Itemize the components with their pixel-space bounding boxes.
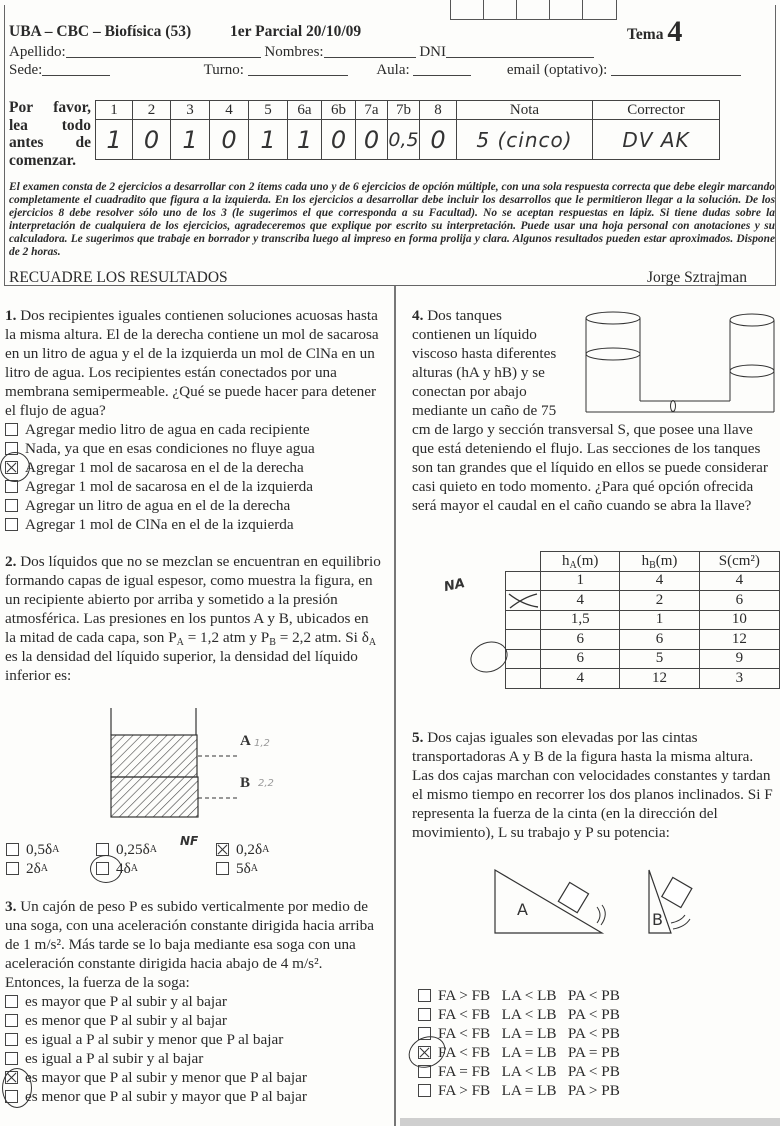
- q1-text: [5, 306, 383, 420]
- option-label: FA < FB LA = LB PA < PB: [438, 1025, 620, 1042]
- email-field[interactable]: [611, 62, 741, 76]
- grade-header: 2: [133, 101, 171, 120]
- q2-number: 2.: [5, 553, 17, 570]
- question-2: [5, 552, 383, 685]
- q5-options: [418, 986, 780, 1100]
- option-label: es menor que P al subir y mayor que P al bajar: [25, 1088, 307, 1105]
- nombres-field[interactable]: [324, 44, 416, 58]
- grade-header: Corrector: [593, 101, 720, 120]
- option-label: es mayor que P al subir y al bajar: [25, 993, 227, 1010]
- q1-option[interactable]: [5, 477, 383, 496]
- apellido-label: Apellido:: [9, 44, 66, 60]
- col-header-s: S(cm²): [699, 552, 779, 572]
- q3-answer-circle: [2, 1068, 32, 1108]
- q1-option[interactable]: [5, 458, 383, 477]
- option-label: Agregar medio litro de agua en cada recipiente: [25, 421, 310, 438]
- checkbox[interactable]: [5, 1014, 18, 1027]
- grade-header: 8: [420, 101, 457, 120]
- option-label: FA = FB LA < LB PA < PB: [438, 1063, 620, 1080]
- q3-text: [5, 897, 383, 992]
- grade-value: 0: [210, 120, 249, 160]
- q3-option[interactable]: [5, 1030, 383, 1049]
- q5-option[interactable]: [418, 1062, 780, 1081]
- aula-field[interactable]: [413, 62, 471, 76]
- q4-tanks-figure: [585, 308, 780, 418]
- q5-option[interactable]: [418, 1043, 780, 1062]
- q2-option[interactable]: 5δ A: [216, 859, 326, 878]
- q1-number: 1.: [5, 307, 17, 324]
- option-label: Agregar 1 mol de ClNa en el de la izquierda: [25, 516, 294, 533]
- option-label: es igual a P al subir y menor que P al bajar: [25, 1031, 284, 1048]
- q5-number: 5.: [412, 729, 424, 746]
- dni-label: DNI: [419, 44, 447, 60]
- option-label: 0,5δ: [26, 841, 53, 858]
- q3-option[interactable]: [5, 1049, 383, 1068]
- q5-text: [412, 728, 777, 842]
- q4-number: 4.: [412, 307, 424, 324]
- q2-body-3: es la densidad del líquido superior, la densidad del líquido inferior es:: [5, 648, 358, 684]
- grade-value: 1: [171, 120, 210, 160]
- q5-body: Dos cajas iguales son elevadas por las cintas transportadoras A y B de la figura hasta la misma altura. Las dos cajas marchan con velocidades constantes y tardan el mismo tiempo en recorrer los dos planos inclinados. Si F representa la fuerza de la cinta (en la dirección del movimiento), L su trabajo y P su potencia:: [412, 729, 773, 841]
- grade-header: 6a: [288, 101, 322, 120]
- grade-header-row: [96, 101, 720, 120]
- final-grade: 5 (cinco): [457, 120, 593, 160]
- corrector-initials: DV AK: [593, 120, 720, 160]
- q1-body: Dos recipientes iguales contienen soluciones acuosas hasta la misma altura. El de la derecha contiene un mol de sacarosa en un litro de agua y el de la izquierda un mol de ClNa en un litro de agua. Los recipientes están conectados por una membrana semipermeable. ¿Qué se puede hacer para detener el flujo de agua?: [5, 307, 379, 419]
- grade-value: 1: [288, 120, 322, 160]
- grade-header: 1: [96, 101, 133, 120]
- q2-body: Dos líquidos que no se mezclan se encuentran en equilibrio formando capas de igual espesor, como muestra la figura, en un recipiente abierto por arriba y sometido a la presión atmosférica. Las presiones en los puntos A y B, ubicados en la mitad de cada capa, son: [5, 553, 381, 646]
- q5-inclined-planes-figure: [485, 865, 725, 940]
- notice-line: lea todo: [9, 116, 91, 134]
- turno-label: Turno:: [203, 62, 244, 78]
- row-select[interactable]: [506, 571, 541, 591]
- q2-answer-circle: [90, 855, 122, 883]
- row-select[interactable]: [506, 610, 541, 630]
- option-label: Agregar un litro de agua en el de la derecha: [25, 497, 291, 514]
- q4-body-long: cm de largo y sección transversal S, que posee una llave que está deteniendo el flujo. Las secciones de los tanques son tan grandes que el líquido en ellos se puede considerar casi quieto en todo momento. ¿Para qué opción ofrecida será mayor el caudal en el caño cuando se abra la llave?: [412, 421, 768, 514]
- grade-header: 5: [249, 101, 288, 120]
- cell: 12: [620, 669, 699, 689]
- grade-value: 1: [249, 120, 288, 160]
- q4-body-short: Dos tanques contienen un líquido viscoso hasta diferentes alturas (hA y hB) y se conectan por abajo mediante un caño de 75: [412, 307, 557, 419]
- cell: 12: [699, 630, 779, 650]
- grade-value: 0: [322, 120, 356, 160]
- cell: 4: [620, 571, 699, 591]
- plane-a-label: A: [517, 900, 528, 919]
- option-label: Nada, ya que en esas condiciones no fluye agua: [25, 440, 315, 457]
- q1-option[interactable]: [5, 420, 383, 439]
- column-divider: [394, 286, 396, 1126]
- option-label: Agregar 1 mol de sacarosa en el de la derecha: [25, 459, 304, 476]
- notice-line: comenzar.: [9, 151, 77, 169]
- q4-table-row[interactable]: [506, 649, 780, 669]
- cell: 4: [541, 669, 620, 689]
- nombres-label: Nombres:: [264, 44, 324, 60]
- q2-text: 2. Dos líquidos que no se mezclan se encuentran en equilibrio formando capas de igual espesor, como muestra la figura, en un recipiente abierto por arriba y sometido a la presión atmosférica. Las presiones en los puntos A y B, ubicados en la mitad de cada capa, son $P_A = 1,2$ atm y $P_B = 2,2$ atm. Si $\delta_A$ es la densidad del líquido superior, la densidad del líquido inferior es:: [5, 553, 381, 684]
- q3-option[interactable]: [5, 1087, 383, 1106]
- exam-header: [4, 5, 776, 286]
- sede-label: Sede:: [9, 62, 43, 78]
- grade-value: 0: [356, 120, 388, 160]
- point-b-label: B: [240, 775, 251, 791]
- question-5: [412, 728, 777, 842]
- checkbox[interactable]: [418, 1084, 431, 1097]
- checkbox[interactable]: [5, 1033, 18, 1046]
- checkbox[interactable]: [418, 989, 431, 1002]
- row-select[interactable]: [506, 669, 541, 689]
- aula-label: Aula:: [376, 62, 410, 78]
- point-b-note: 2,2: [258, 778, 274, 789]
- checkbox[interactable]: [418, 1008, 431, 1021]
- grade-table: [95, 100, 720, 160]
- notice-line: Por favor,: [9, 99, 91, 116]
- q5-option[interactable]: [418, 986, 780, 1005]
- q3-body: Un cajón de peso P es subido verticalmente por medio de una soga, con una aceleración constante dirigida hacia arriba de 1 m/s². Más tarde se lo baja mediante esa soga con una aceleración constante dirigida hacia abajo de 4 m/s². Entonces, la fuerza de la soga:: [5, 898, 374, 991]
- q3-option[interactable]: [5, 1011, 383, 1030]
- grade-value: 0: [133, 120, 171, 160]
- q1-option[interactable]: [5, 439, 383, 458]
- notice-line: antes de: [9, 134, 91, 151]
- grade-value: 0,5: [388, 120, 420, 160]
- option-label: 4δ: [116, 860, 131, 877]
- turno-field[interactable]: [248, 62, 348, 76]
- q4-table-row[interactable]: [506, 610, 780, 630]
- email-label: email (optativo):: [506, 62, 608, 78]
- grade-value: 0: [420, 120, 457, 160]
- q2-body-2: Si δ: [345, 629, 369, 646]
- option-label: es menor que P al subir y al bajar: [25, 1012, 227, 1029]
- instructions-text: El examen consta de 2 ejercicios a desarrollar con 2 ítems cada uno y de 6 ejercicios de opción múltiple, con una sola respuesta correcta que debe elegir marcando completamente el cuadradito que figura a la izquierda. En los ejercicios a desarrollar debe incluir los desarrollos que le permitieron llegar a la solución. De los ejercicios 8 debe resolver sólo uno de los 3 (le sugerimos el que corresponda a su Facultad). No se aceptan respuestas en lápiz. Si tiene dudas sobre la interpretación de cualquiera de los ejercicios, agradeceremos que explique por escrito su interpretación. Puede usar una hoja personal con anotaciones y su calculadora. Le sugerimos que trabaje en borrador y transcriba luego al impreso en forma prolija y clara. Algunos resultados pueden estar aproximados. Dispone de 2 horas.: [9, 181, 775, 258]
- col-header-ha: $h_A(m)$: [541, 552, 620, 572]
- recuadre-notice: RECUADRE LOS RESULTADOS: [9, 269, 228, 286]
- cell: 5: [620, 649, 699, 669]
- q1-option[interactable]: [5, 496, 383, 515]
- question-3: [5, 897, 383, 1106]
- option-label: FA < FB LA < LB PA < PB: [438, 1006, 620, 1023]
- option-label: FA > FB LA < LB PA < PB: [438, 987, 620, 1004]
- row-select[interactable]: [506, 630, 541, 650]
- q2-pa: = 1,2 atm y: [187, 629, 257, 646]
- cell: 9: [699, 649, 779, 669]
- q1-option[interactable]: [5, 515, 383, 534]
- q2-margin-note: NF: [180, 834, 199, 848]
- cell: 6: [541, 649, 620, 669]
- option-label: 0,25δ: [116, 841, 150, 858]
- option-label: FA < FB LA = LB PA = PB: [438, 1044, 620, 1061]
- q4-table-row[interactable]: [506, 630, 780, 650]
- checkbox[interactable]: [6, 843, 19, 856]
- checkbox[interactable]: [5, 423, 18, 436]
- q4-table-row[interactable]: [506, 571, 780, 591]
- question-1: [5, 306, 383, 534]
- plane-b-label: B: [652, 910, 663, 929]
- cell: 4: [541, 591, 620, 611]
- q3-option[interactable]: [5, 1068, 383, 1087]
- option-label: FA > FB LA = LB PA > PB: [438, 1082, 620, 1099]
- tema-text: Tema: [627, 26, 664, 43]
- q4-table-header: [506, 552, 780, 572]
- option-label: es mayor que P al subir y menor que P al bajar: [25, 1069, 307, 1086]
- cell: 3: [699, 669, 779, 689]
- q4-text-short: [412, 306, 562, 420]
- option-label: es igual a P al subir y al bajar: [25, 1050, 204, 1067]
- question-4-body: [412, 420, 777, 515]
- q2-option[interactable]: 2δ A: [6, 859, 96, 878]
- grade-header: 4: [210, 101, 249, 120]
- checkbox[interactable]: [6, 862, 19, 875]
- grade-values-row: [96, 120, 720, 160]
- checkbox[interactable]: [5, 499, 18, 512]
- grade-value: 1: [96, 120, 133, 160]
- scan-shadow: [400, 1118, 780, 1126]
- checkbox[interactable]: [216, 862, 229, 875]
- q2-container-figure: [100, 700, 300, 820]
- checkbox-checked[interactable]: [216, 843, 229, 856]
- q4-margin-note: NA: [442, 575, 467, 596]
- option-label: 5δ: [236, 860, 251, 877]
- cell: 6: [541, 630, 620, 650]
- cell: 10: [699, 610, 779, 630]
- q2-pb: = 2,2 atm.: [279, 629, 342, 646]
- identity-row-1: [9, 44, 594, 61]
- q4-table-row[interactable]: [506, 669, 780, 689]
- cell: 4: [699, 571, 779, 591]
- checkbox[interactable]: [5, 518, 18, 531]
- q4-table-row[interactable]: [506, 591, 780, 611]
- cell: 6: [620, 630, 699, 650]
- tema-number: 4: [667, 15, 683, 48]
- tema-label: [627, 15, 682, 49]
- grade-header: 7b: [388, 101, 420, 120]
- question-4-intro: [412, 306, 562, 420]
- point-a-label: A: [240, 733, 251, 749]
- q3-number: 3.: [5, 898, 17, 915]
- grade-header: 3: [171, 101, 210, 120]
- exam-title: 1er Parcial 20/10/09: [230, 23, 362, 40]
- option-label: 0,2δ: [236, 841, 263, 858]
- q2-option[interactable]: 0,2δ A: [216, 840, 326, 859]
- dni-field[interactable]: [446, 44, 594, 58]
- checkbox[interactable]: [5, 1052, 18, 1065]
- apellido-field[interactable]: [66, 44, 261, 58]
- q3-option[interactable]: [5, 992, 383, 1011]
- grade-header: Nota: [457, 101, 593, 120]
- q4-options-table: [505, 551, 780, 689]
- checkbox[interactable]: [5, 995, 18, 1008]
- author-name: Jorge Sztrajman: [646, 269, 747, 286]
- cell: 1: [541, 571, 620, 591]
- cell: 1,5: [541, 610, 620, 630]
- row-select-crossed[interactable]: [506, 591, 541, 611]
- q5-option[interactable]: [418, 1005, 780, 1024]
- grade-header: 6b: [322, 101, 356, 120]
- q2-option[interactable]: 4δ A: [96, 859, 216, 878]
- col-header-hb: $h_B(m)$: [620, 552, 699, 572]
- point-a-note: 1,2: [254, 738, 270, 749]
- option-label: Agregar 1 mol de sacarosa en el de la izquierda: [25, 478, 314, 495]
- sede-field[interactable]: [42, 62, 110, 76]
- cell: 2: [620, 591, 699, 611]
- q5-option[interactable]: [418, 1024, 780, 1043]
- cell: 6: [699, 591, 779, 611]
- institution-title: UBA – CBC – Biofísica (53): [9, 23, 192, 40]
- read-first-notice: [9, 99, 91, 169]
- row-select[interactable]: [506, 649, 541, 669]
- identity-row-2: [9, 62, 741, 79]
- grade-header: 7a: [356, 101, 388, 120]
- q2-option[interactable]: 0,5δ A: [6, 840, 96, 859]
- cell: 1: [620, 610, 699, 630]
- option-label: 2δ: [26, 860, 41, 877]
- q1-answer-circle: [0, 452, 30, 482]
- q2-option[interactable]: 0,25δ A: [96, 840, 216, 859]
- q5-option[interactable]: [418, 1081, 780, 1100]
